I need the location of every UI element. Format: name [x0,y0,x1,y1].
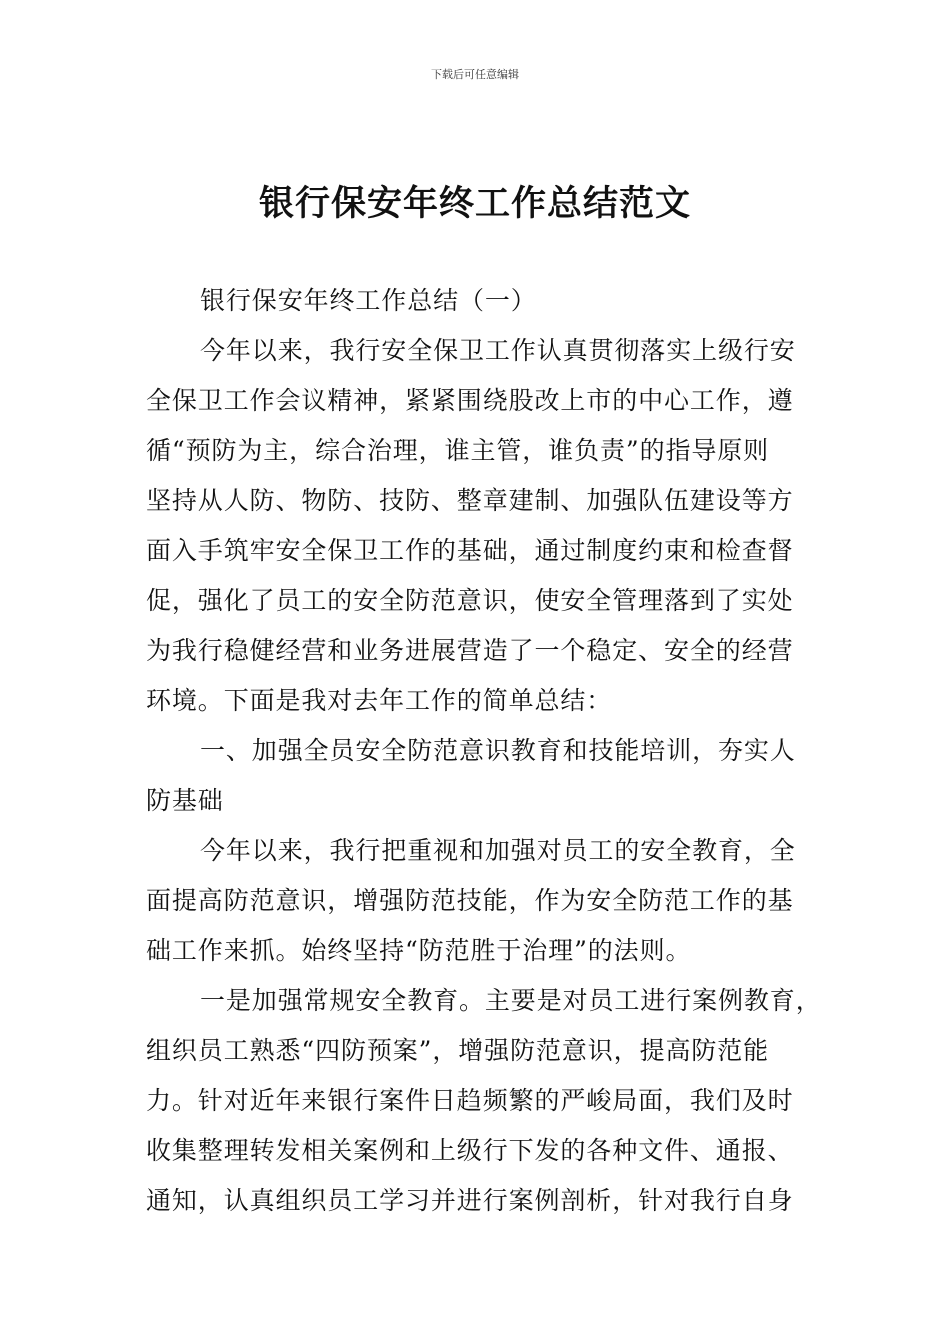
document-body [146,276,822,1226]
body-line: 循“预防为主，综合治理，谁主管，谁负责”的指导原则 [146,436,770,465]
header-note: 下载后可任意编辑 [431,68,519,81]
body-line: 面入手筑牢安全保卫工作的基础，通过制度约束和检查督 [146,536,794,565]
body-line: 一是加强常规安全教育。主要是对员工进行案例教育， [200,986,822,1015]
body-line: 础工作来抓。始终坚持“防范胜于治理”的法则。 [146,936,692,965]
body-line: 收集整理转发相关案例和上级行下发的各种文件、通报、 [146,1136,794,1165]
body-line: 为我行稳健经营和业务进展营造了一个稳定、安全的经营 [146,636,794,665]
body-line: 环境。下面是我对去年工作的简单总结： [146,686,613,715]
body-line: 防基础 [146,786,224,815]
document-title: 银行保安年终工作总结范文 [258,184,691,224]
body-line: 组织员工熟悉“四防预案”，增强防范意识，提高防范能 [146,1036,770,1065]
body-line: 银行保安年终工作总结（一） [200,286,537,315]
body-line: 今年以来，我行安全保卫工作认真贯彻落实上级行安 [200,336,796,365]
body-line: 今年以来，我行把重视和加强对员工的安全教育，全 [200,836,796,865]
body-line: 坚持从人防、物防、技防、整章建制、加强队伍建设等方 [146,486,794,515]
body-line: 力。针对近年来银行案件日趋频繁的严峻局面，我们及时 [146,1086,794,1115]
body-line: 面提高防范意识，增强防范技能，作为安全防范工作的基 [146,886,794,915]
body-line: 一、加强全员安全防范意识教育和技能培训，夯实人 [200,736,796,765]
body-line: 全保卫工作会议精神，紧紧围绕股改上市的中心工作，遵 [146,386,794,415]
body-line: 通知，认真组织员工学习并进行案例剖析，针对我行自身 [146,1186,794,1215]
body-line: 促，强化了员工的安全防范意识，使安全管理落到了实处 [146,586,794,615]
